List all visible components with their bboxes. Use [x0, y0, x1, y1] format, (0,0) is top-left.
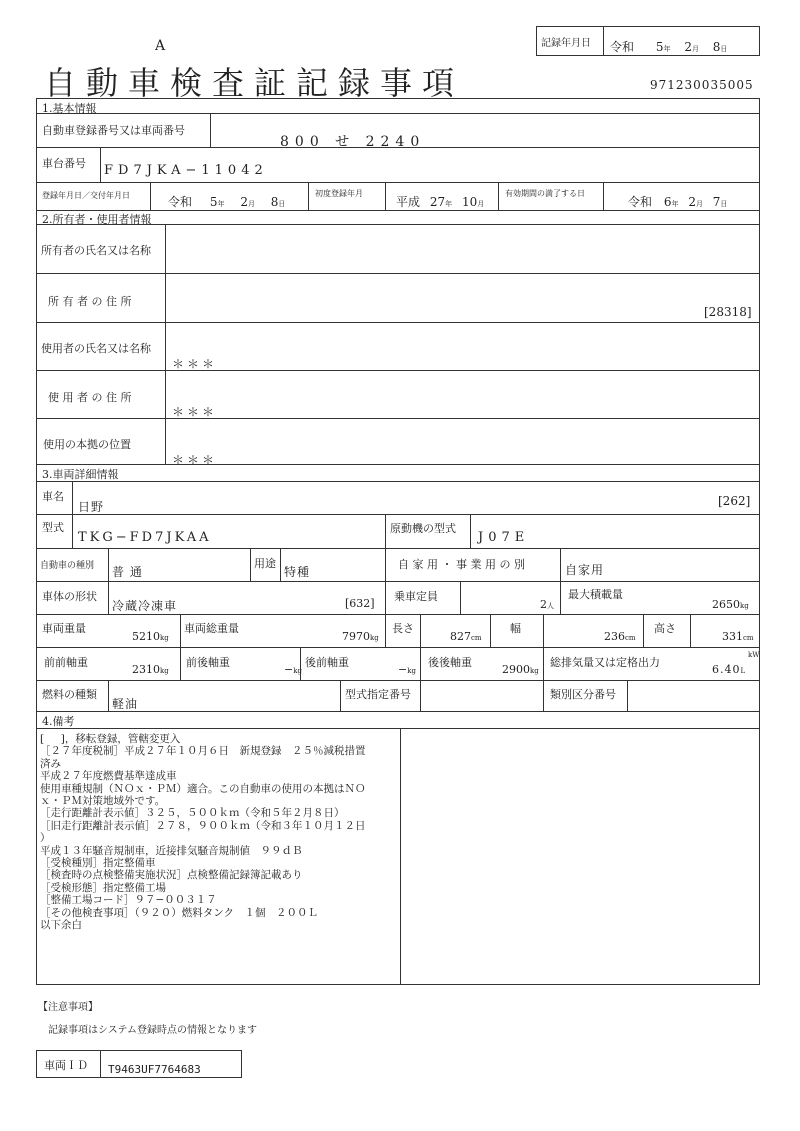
record-date-label: 記録年月日 — [541, 38, 591, 49]
notice-text: 記録事項はシステム登録時点の情報となります — [48, 1025, 257, 1036]
gross: 7970kg — [342, 630, 379, 643]
height-label: 高さ — [654, 622, 676, 635]
engine-label: 原動機の型式 — [390, 522, 456, 535]
max-load: 2650kg — [712, 598, 749, 611]
base-location-label: 使用の本拠の位置 — [43, 438, 131, 451]
model: TKG−FD7JKAA — [78, 530, 212, 545]
kind: 普 通 — [112, 565, 143, 579]
gross-label: 車両総重量 — [184, 622, 239, 635]
reg-no: 800 せ 2240 — [280, 134, 426, 150]
notice-title: 【注意事項】 — [38, 1002, 98, 1013]
expiry-date: 令和 6年 2月 7日 — [628, 195, 728, 209]
vehicle-id-label: 車両ＩＤ — [44, 1059, 88, 1072]
first-reg-label: 初度登録年月 — [315, 189, 363, 198]
shape-code: [632] — [345, 597, 375, 610]
rear-rear-axle-label: 後後軸重 — [428, 656, 472, 669]
engine: J07E — [478, 530, 530, 545]
capacity: 2人 — [540, 598, 554, 611]
front-rear-axle-label: 前後軸重 — [186, 656, 230, 669]
user-address: ＊＊＊ — [172, 405, 218, 419]
owner-name-label: 所有者の氏名又は名称 — [41, 244, 151, 257]
shape: 冷蔵冷凍車 — [112, 599, 178, 613]
weight: 5210kg — [132, 630, 169, 643]
owner-code: [28318] — [704, 305, 752, 319]
kind-label: 自動車の種別 — [40, 561, 95, 571]
section-vehicle: 3.車両詳細情報 — [42, 468, 119, 481]
rear-front-axle: −kg — [398, 663, 416, 676]
capacity-label: 乗車定員 — [394, 590, 438, 603]
use: 特種 — [284, 565, 311, 579]
expiry-label: 有効期間の満了する日 — [505, 189, 585, 198]
section-basic: 1.基本情報 — [42, 102, 97, 115]
maker: 日野 — [78, 500, 105, 514]
user-address-label: 使 用 者 の 住 所 — [48, 391, 132, 404]
use-label: 用途 — [254, 557, 276, 570]
remarks-text: [ ]，移転登録，管轄変更入 ［２７年度税制］平成２７年１０月６日 新規登録 ２５％減税措置 済み 平成２７年度燃費基準達成車 使用車種規制（ＮＯｘ・ＰＭ）適合。この自動車の使用の本拠はＮＯ ｘ・ＰＭ対策地域外です。 ［走行距離計表示値］３２５，５００ｋｍ（令和５年２月８日） ［旧走行距離計表示値］２７８，９００ｋｍ（令和３年１０月１２日 ） 平成１３年騒音規制車，近接排気騒音規制値 ９９ｄＢ ［受検種別］指定整備車 ［検査時の点検整備実施状況］点検整備記録簿記載あり ［受検形態］指定整備工場 ［整備工場コード］９７−００３１７ ［その他検査事項］（９２０）燃料タンク １個 ２００Ｌ 以下余白 — [40, 733, 366, 932]
rear-front-axle-label: 後前軸重 — [305, 656, 349, 669]
front-rear-axle: −kg — [284, 663, 302, 676]
front-front-axle-label: 前前軸重 — [44, 656, 88, 669]
fuel: 軽油 — [112, 697, 139, 711]
document-number: 971230035005 — [650, 78, 754, 92]
max-load-label: 最大積載量 — [568, 588, 623, 601]
record-date: 令和 5年 2月 8日 — [610, 40, 728, 54]
length: 827cm — [450, 630, 482, 643]
page-title: 自動車検査証記録事項 — [44, 64, 465, 102]
width: 236cm — [604, 630, 636, 643]
model-label: 型式 — [42, 521, 64, 534]
chassis-no: FD7JKA−11042 — [104, 163, 268, 178]
kw-unit: kW — [748, 651, 760, 659]
user-name: ＊＊＊ — [172, 357, 218, 371]
maker-code: [262] — [718, 494, 751, 508]
length-label: 長さ — [392, 622, 414, 635]
chassis-label: 車台番号 — [42, 157, 86, 170]
class-no-label: 類別区分番号 — [550, 688, 616, 701]
width-label: 幅 — [510, 622, 521, 635]
reg-no-label: 自動車登録番号又は車両番号 — [42, 124, 185, 137]
header-letter: A — [155, 38, 166, 54]
owner-address-label: 所 有 者 の 住 所 — [48, 295, 132, 308]
private: 自家用 — [565, 563, 605, 577]
displacement: 6.40L — [712, 663, 747, 676]
fuel-label: 燃料の種類 — [42, 688, 97, 701]
vehicle-id: T9463UF7764683 — [108, 1063, 201, 1076]
first-reg: 平成 27年 10月 — [396, 195, 485, 209]
rear-rear-axle: 2900kg — [502, 663, 539, 676]
type-no-label: 型式指定番号 — [345, 688, 411, 701]
base-location: ＊＊＊ — [172, 453, 218, 467]
section-owner: 2.所有者・使用者情報 — [42, 213, 152, 226]
reg-date: 令和 5年 2月 8日 — [168, 195, 286, 209]
private-label: 自 家 用 ・ 事 業 用 の 別 — [398, 558, 525, 571]
user-name-label: 使用者の氏名又は名称 — [41, 342, 151, 355]
maker-label: 車名 — [42, 490, 64, 503]
front-front-axle: 2310kg — [132, 663, 169, 676]
section-remarks: 4.備考 — [42, 715, 75, 728]
shape-label: 車体の形状 — [42, 590, 97, 603]
reg-date-label: 登録年月日／交付年月日 — [42, 191, 130, 200]
displacement-label: 総排気量又は定格出力 — [550, 656, 660, 669]
height: 331cm — [722, 630, 754, 643]
weight-label: 車両重量 — [42, 622, 86, 635]
